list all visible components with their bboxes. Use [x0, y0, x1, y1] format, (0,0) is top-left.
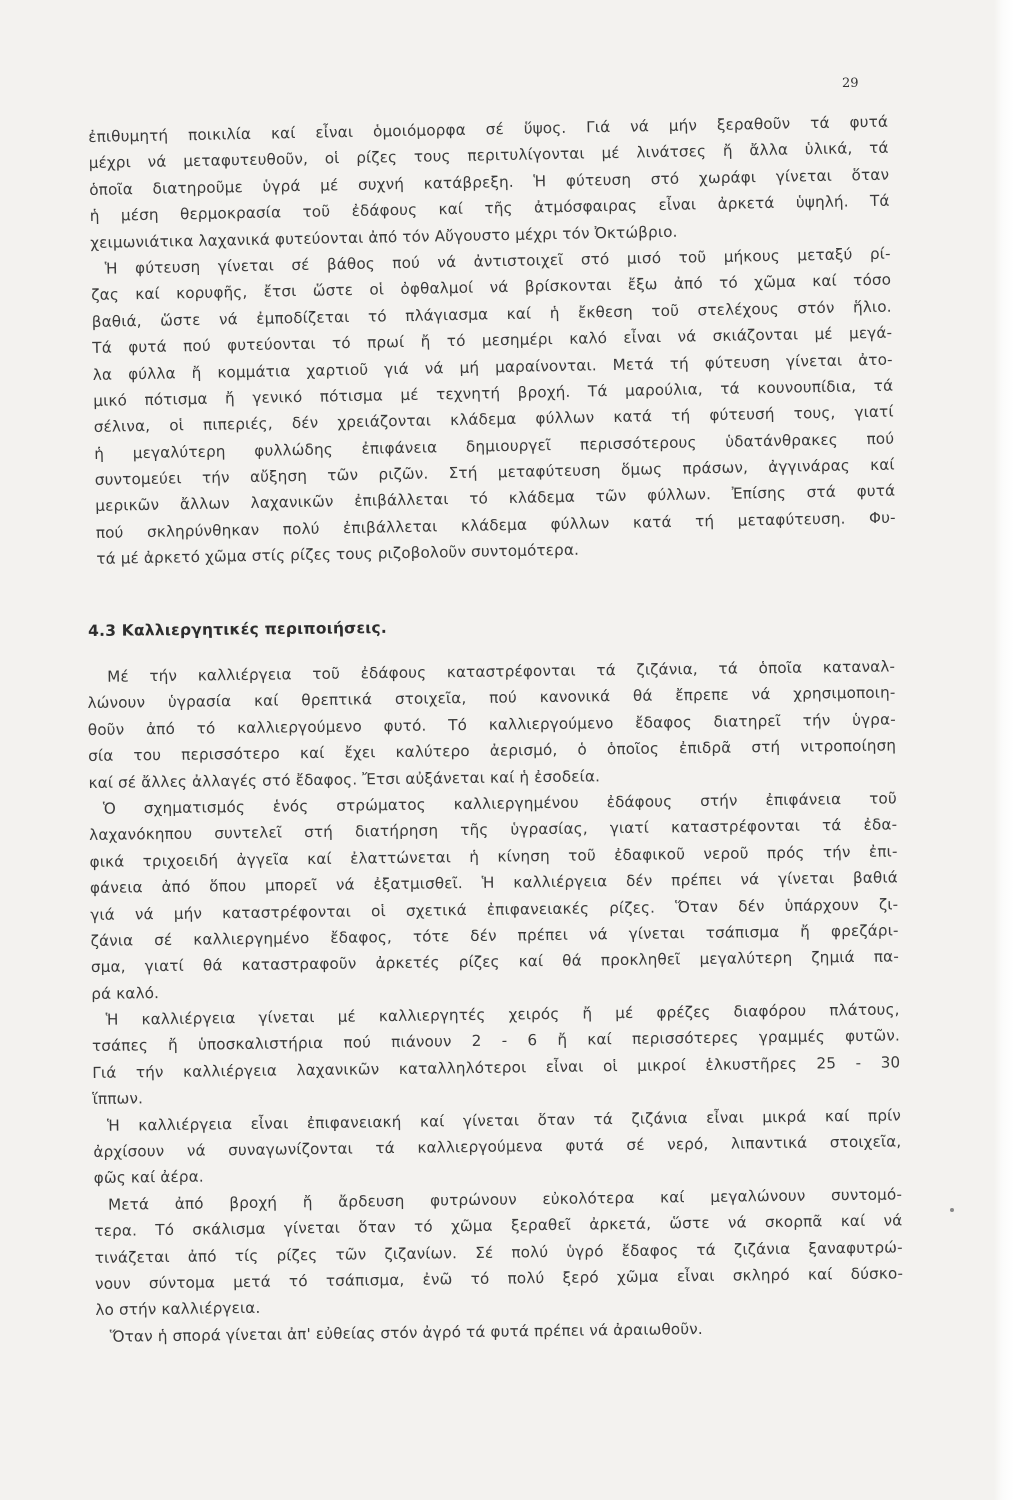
text-line: σία του περισσότερο καί ἔχει καλύτερο ἀερισμό, ὁ ὁποῖος ἐπιδρᾶ στή νιτροποίηση: [88, 736, 897, 766]
text-line: καί σέ ἄλλες ἀλλαγές στό ἔδαφος. Ἔτσι αὐξάνεται καί ἡ ἐσοδεία.: [88, 766, 601, 792]
body-text-section-2: [87, 653, 904, 1350]
text-line: Μετά ἀπό βροχή ἤ ἄρδευση φυτρώνουν εὐκολότερα καί μεγαλώνουν συντομό-: [107, 1185, 903, 1214]
text-line: μικό πότισμα ἤ γενικό πότισμα μέ τεχνητή βροχή. Τά μαρούλια, τά κουνουπίδια, τά: [93, 376, 894, 410]
text-line: ἐπιθυμητή ποικιλία καί εἶναι ὁμοιόμορφα σέ ὕψος. Γιά νά μήν ξεραθοῦν τά φυτά: [88, 112, 889, 146]
text-line: ἡ μεγαλύτερη φυλλώδης ἐπιφάνεια δημιουργεῖ περισσότερους ὑδατάνθρακες πού: [94, 429, 895, 463]
text-line: μέχρι νά μεταφυτευθοῦν, οἱ ρίζες τους περιτυλίγονται μέ λινάτσες ἤ ἄλλα ὑλικά, τά: [88, 139, 889, 173]
text-line: Τά φυτά πού φυτεύονται τό πρωί ἤ τό μεσημέρι καλό εἶναι νά σκιάζονται μέ μεγά-: [92, 323, 893, 358]
text-line: χειμωνιάτικα λαχανικά φυτεύονται ἀπό τόν Αὔγουστο μέχρι τόν Ὀκτώβριο.: [90, 222, 678, 252]
text-line: φικά τριχοειδή ἀγγεῖα καί ἐλαττώνεται ἡ κίνηση τοῦ ἐδαφικοῦ νεροῦ πρός τήν ἐπι-: [89, 842, 898, 871]
text-line: τινάζεται ἀπό τίς ρίζες τῶν ζιζανίων. Σέ πολύ ὑγρό ἔδαφος τά ζιζάνια ξαναφυτρώ-: [94, 1237, 903, 1267]
text-line: Ὁ σχηματισμός ἑνός στρώματος καλλιεργημένου ἐδάφους στήν ἐπιφάνεια τοῦ: [102, 789, 897, 818]
scan-speck: [950, 1208, 954, 1212]
text-line: τερα. Τό σκάλισμα γίνεται ὅταν τό χῶμα ξεραθεῖ ἀρκετά, ὥστε νά σκορπᾶ καί νά: [94, 1211, 903, 1241]
text-line: πού σκληρύνθηκαν πολύ ἐπιβάλλεται κλάδεμα φύλλων κατά τή μεταφύτευση. Φυ-: [95, 508, 896, 542]
text-line: σμα, γιατί θά καταστραφοῦν ἀρκετές ρίζες καί θά προκληθεῖ μεγαλύτερη ζημιά πα-: [90, 947, 900, 977]
text-line: ρά καλό.: [91, 983, 160, 1003]
text-line: θοῦν ἀπό τό καλλιεργούμενο φυτό. Τό καλλιεργούμενο ἔδαφος διατηρεῖ τήν ὑγρα-: [87, 710, 896, 739]
text-line: ζάνια σέ καλλιεργημένο ἔδαφος, τότε δέν πρέπει νά γίνεται τσάπισμα ἤ φρεζάρι-: [90, 921, 899, 950]
text-line: λαχανόκηπου συντελεῖ στή διατήρηση τῆς ὑγρασίας, γιατί καταστρέφονται τά ἐδα-: [89, 815, 898, 845]
text-line: ζας καί κορυφῆς, ἔτσι ὥστε οἱ ὀφθαλμοί νά βρίσκονται ἔξω ἀπό τό χῶμα καί τόσο: [91, 270, 892, 305]
text-line: λώνουν ὑγρασία καί θρεπτικά στοιχεῖα, πού κανονικά θά ἔπρεπε νά χρησιμοποιη-: [87, 683, 896, 713]
text-line: ἵππων.: [92, 1089, 144, 1109]
text-line: σέλινα, οἱ πιπεριές, δέν χρειάζονται κλάδεμα φύλλων κατά τή φύτευσή τους, γιατί: [93, 402, 894, 437]
text-line: Γιά τήν καλλιέργεια λαχανικῶν καταλληλότεροι εἶναι οἱ μικροί ἑλκυστῆρες 25 - 30: [92, 1053, 901, 1082]
text-line: Ἡ καλλιέργεια εἶναι ἐπιφανειακή καί γίνεται ὅταν τά ζιζάνια εἶναι μικρά καί πρίν: [106, 1106, 902, 1135]
text-line: Ἡ φύτευση γίνεται σέ βάθος πού νά ἀντιστοιχεῖ στό μισό τοῦ μήκους μεταξύ ρί-: [104, 244, 891, 278]
text-line: συντομεύει τήν αὔξηση τῶν ριζῶν. Στή μεταφύτευση ὅμως πράσων, ἀγγινάρας καί: [94, 455, 895, 490]
text-line: γιά νά μήν καταστρέφονται οἱ σχετικά ἐπιφανειακές ρίζες. Ὅταν δέν ὑπάρχουν ζι-: [90, 894, 899, 924]
text-line: ὁποῖα διατηροῦμε ὑγρά μέ συχνή κατάβρεξη. Ἡ φύτευση στό χωράφι γίνεται ὅταν: [89, 165, 890, 199]
text-line: λο στήν καλλιέργεια.: [95, 1299, 261, 1320]
text-line: ἀρχίσουν νά συναγωνίζονται τά καλλιεργούμενα φυτά σέ νερό, λιπαντικά στοιχεῖα,: [93, 1132, 902, 1161]
text-line: νουν σύντομα μετά τό τσάπισμα, ἐνῶ τό πολύ ξερό χῶμα εἶναι σκληρό καί δύσκο-: [94, 1264, 904, 1293]
text-line: λα φύλλα ἤ κομμάτια χαρτιοῦ γιά νά μή μαραίνονται. Μετά τή φύτευση γίνεται ἀτο-: [92, 350, 893, 384]
text-line: μερικῶν ἄλλων λαχανικῶν ἐπιβάλλεται τό κλάδεμα τῶν φύλλων. Ἐπίσης στά φυτά: [95, 482, 896, 516]
body-text-section-1: [88, 109, 896, 573]
text-line: Ὅταν ἡ σπορά γίνεται ἀπ' εὐθείας στόν ἀγρό τά φυτά πρέπει νά ἀραιωθοῦν.: [109, 1319, 703, 1346]
text-line: τσάπες ἤ ὑποσκαλιστήρια πού πιάνουν 2 - 6 ἤ καί περισσότερες γραμμές φυτῶν.: [91, 1026, 901, 1056]
page-number: 29: [842, 76, 859, 91]
text-line: ἡ μέση θερμοκρασία τοῦ ἐδάφους καί τῆς ἀτμόσφαιρας εἶναι ἀρκετά ὑψηλή. Τά: [89, 191, 890, 226]
text-line: βαθιά, ὥστε νά ἐμποδίζεται τό πλάγιασμα καί ἡ ἔκθεση τοῦ στελέχους στόν ἥλιο.: [91, 297, 892, 331]
text-line: Μέ τήν καλλιέργεια τοῦ ἐδάφους καταστρέφονται τά ζιζάνια, τά ὁποῖα καταναλ-: [107, 657, 896, 686]
text-line: φῶς καί ἀέρα.: [93, 1167, 204, 1188]
text-line: τά μέ ἀρκετό χῶμα στίς ρίζες τους ριζοβολοῦν συντομότερα.: [96, 540, 580, 569]
text-line: φάνεια ἀπό ὅπου μπορεῖ νά ἐξατμισθεῖ. Ἡ καλλιέργεια δέν πρέπει νά γίνεται βαθιά: [89, 868, 898, 898]
page-edge: [994, 0, 1014, 1500]
text-line: Ἡ καλλιέργεια γίνεται μέ καλλιεργητές χειρός ἤ μέ φρέζες διαφόρου πλάτους,: [105, 1000, 900, 1029]
section-heading: 4.3 Καλλιεργητικές περιποιήσεις.: [88, 618, 388, 640]
